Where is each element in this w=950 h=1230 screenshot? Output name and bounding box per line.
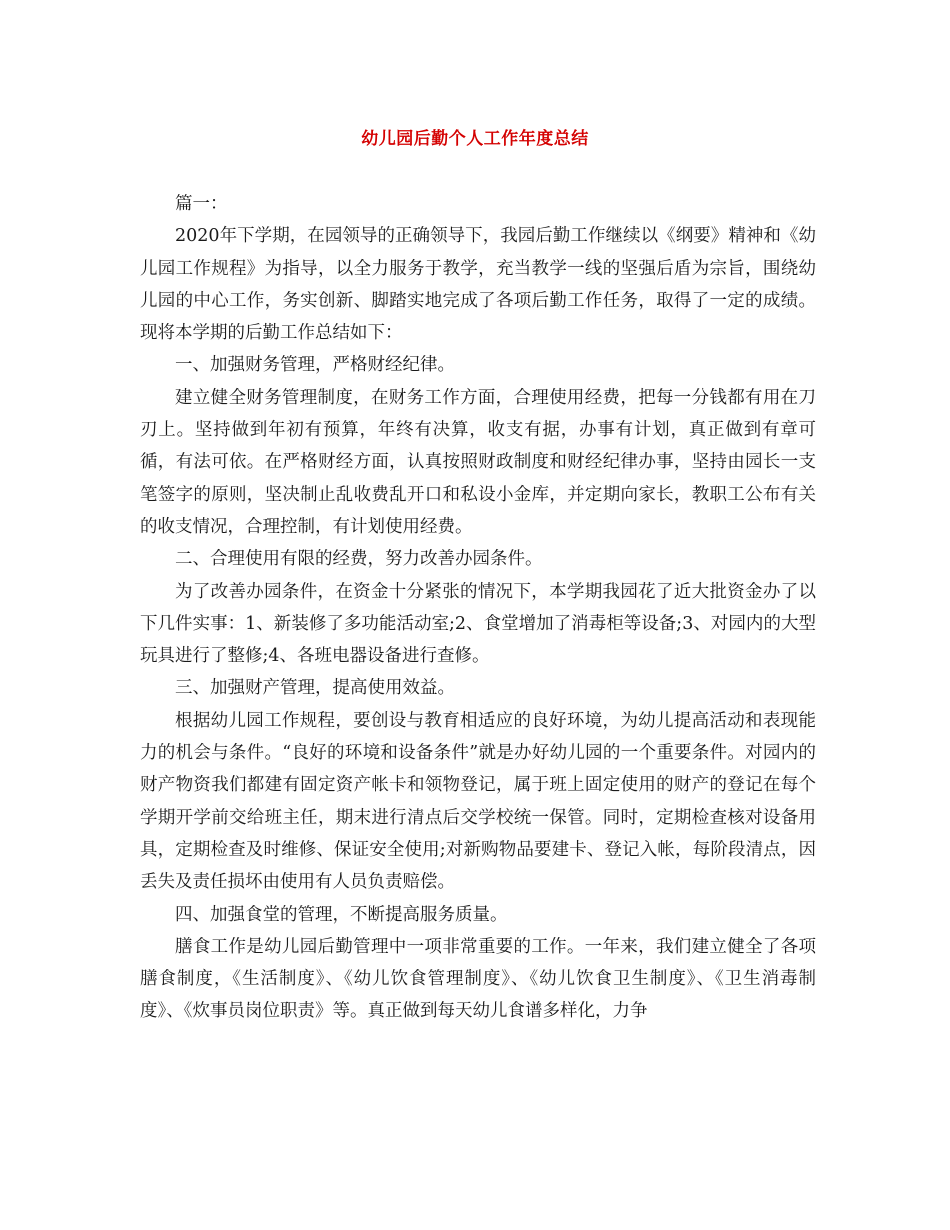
paragraph-canteen: 膳食工作是幼儿园后勤管理中一项非常重要的工作。一年来，我们建立健全了各项膳食制度，《生活制度》、《幼儿饮食管理制度》、《幼儿饮食卫生制度》、《卫生消毒制度》、《炊事员岗位职责》等。真正做到每天幼儿食谱多样化，力争 [140, 936, 816, 1022]
heading-funds: 二、合理使用有限的经费，努力改善办园条件。 [175, 549, 543, 570]
document-title: 幼儿园后勤个人工作年度总结 [361, 129, 589, 149]
paragraph-property: 根据幼儿园工作规程，要创设与教育相适应的良好环境，为幼儿提高活动和表现能力的机会与条件。“良好的环境和设备条件”就是办好幼儿园的一个重要条件。对园内的财产物资我们都建有固定资产帐卡和领物登记，属于班上固定使用的财产的登记在每个学期开学前交给班主任，期末进行清点后交学校统一保管。同时，定期检查核对设备用具，定期检查及时维修、保证安全使用;对新购物品要建卡、登记入帐，每阶段清点，因丢失及责任损坏由使用有人员负责赔偿。 [140, 710, 816, 893]
heading-canteen: 四、加强食堂的管理，不断提高服务质量。 [175, 904, 508, 925]
section-label: 篇一： [175, 194, 228, 214]
intro-paragraph: 2020年下学期，在园领导的正确领导下，我园后勤工作继续以《纲要》精神和《幼儿园工作规程》为指导，以全力服务于教学，充当教学一线的坚强后盾为宗旨，围绕幼儿园的中心工作，务实创新、脚踏实地完成了各项后勤工作任务，取得了一定的成绩。现将本学期的后勤工作总结如下： [140, 226, 816, 344]
paragraph-funds: 为了改善办园条件，在资金十分紧张的情况下，本学期我园花了近大批资金办了以下几件实事：1、新装修了多功能活动室;2、食堂增加了消毒柜等设备;3、对园内的大型玩具进行了整修;4、各班电器设备进行查修。 [140, 581, 816, 667]
heading-property: 三、加强财产管理，提高使用效益。 [175, 678, 455, 699]
document-body [140, 188, 816, 1028]
heading-finance: 一、加强财务管理，严格财经纪律。 [175, 355, 455, 376]
paragraph-finance: 建立健全财务管理制度，在财务工作方面，合理使用经费，把每一分钱都有用在刀刃上。坚持做到年初有预算，年终有决算，收支有据，办事有计划，真正做到有章可循，有法可依。在严格财经方面，认真按照财政制度和财经纪律办事，坚持由园长一支笔签字的原则，坚决制止乱收费乱开口和私设小金库，并定期向家长，教职工公布有关的收支情况，合理控制，有计划使用经费。 [140, 387, 816, 537]
